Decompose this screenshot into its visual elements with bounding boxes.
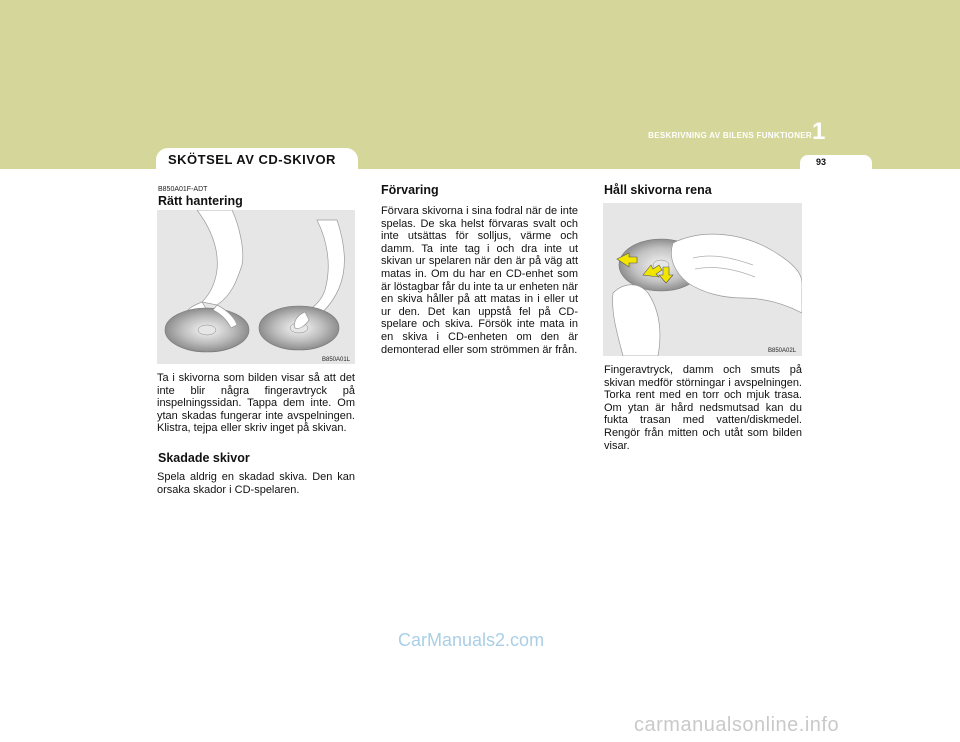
paragraph-forvaring: Förvara skivorna i sina fodral när de inte spelas. De ska helst förvaras svalt och inte utsättas för solljus, värme och damm. Ta inte tag i och dra inte ut skivan ur spelaren när den är på väg att matas in. Om du har en CD-enhet som är löstagbar får du inte ta ur enheten när en skiva håller på att matas in i eller ut ur den. Det kan uppstå fel på CD-spelare och skiva. Försök inte mata in en skiva i CD-enheten om den är demonterad eller som strömmen är från. xyxy=(381,205,578,356)
section-title: SKÖTSEL AV CD-SKIVOR xyxy=(168,152,336,167)
page-number: 93 xyxy=(815,157,826,167)
watermark-carmanualsonline[interactable]: carmanualsonline.info xyxy=(634,714,840,736)
paragraph-ratt-hantering: Ta i skivorna som bilden visar så att det inte blir några fingeravtryck på inspelningssidan. Tappa dem inte. Om ytan skadas fungerar inte avspelningen. Klistra, tejpa eller skriv inget på skivan. xyxy=(157,372,355,435)
paragraph-hall-skivorna-rena: Fingeravtryck, damm och smuts på skivan medför störningar i avspelningen. Torka rent med en torr och mjuk trasa. Om ytan är hård nedsmutsad kan du fukta trasan med vatten/diskmedel. Rengör från mitten och utåt som bilden visar. xyxy=(604,364,802,452)
heading-skadade-skivor: Skadade skivor xyxy=(158,451,250,465)
watermark-carmanuals[interactable]: CarManuals2.com xyxy=(398,630,545,650)
cd-cleaning-illustration xyxy=(603,203,802,356)
image-code-1: B850A01L xyxy=(322,357,351,363)
heading-forvaring: Förvaring xyxy=(381,183,439,197)
chapter-label: BESKRIVNING AV BILENS FUNKTIONER xyxy=(648,131,812,140)
heading-hall-skivorna-rena: Håll skivorna rena xyxy=(604,183,712,197)
image-code-2: B850A02L xyxy=(768,348,797,354)
cd-handling-drawing xyxy=(157,210,355,364)
cd-handling-illustration xyxy=(157,210,355,364)
section-code: B850A01F-ADT xyxy=(158,186,208,193)
heading-ratt-hantering: Rätt hantering xyxy=(158,194,243,208)
chapter-number: 1 xyxy=(812,118,826,145)
cd-cleaning-drawing xyxy=(603,203,802,356)
paragraph-skadade-skivor: Spela aldrig en skadad skiva. Den kan orsaka skador i CD-spelaren. xyxy=(157,471,355,496)
